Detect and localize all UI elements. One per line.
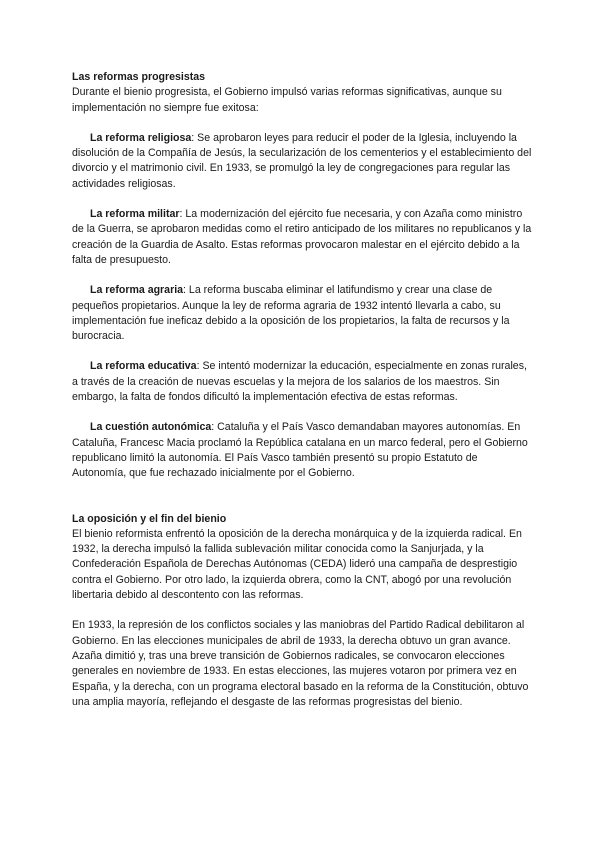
reform-title: La reforma agraria	[90, 284, 184, 297]
reform-title: La reforma religiosa	[90, 131, 192, 144]
reform-text: : La reforma buscaba eliminar el latifundismo y crear una clase de pequeños propietarios. Aunque la ley de reforma agraria de 1932 intentó llevarla a cabo, su implementación fue ineficaz debido a la oposición de los propietarios, la falta de recursos y la burocracia.	[72, 284, 510, 343]
reform-title: La reforma educativa	[90, 360, 197, 373]
reform-militar	[72, 207, 532, 268]
body-paragraph: En 1933, la represión de los conflictos sociales y las maniobras del Partido Radical debilitaron al Gobierno. En las elecciones municipales de abril de 1933, la derecha obtuvo un gran avance. Azaña dimitió y, tras una breve transición de Gobiernos radicales, se convocaron elecciones generales en noviembre de 1933. En estas elecciones, las mujeres votaron por primera vez en España, y la derecha, con un programa electoral basado en la reforma de la Constitución, obtuvo una amplia mayoría, reflejando el desgaste de las reformas progresistas del bienio.	[72, 619, 529, 708]
reform-text: : Se aprobaron leyes para reducir el poder de la Iglesia, incluyendo la disolución de la Compañía de Jesús, la secularización de los cementerios y el establecimiento del divorcio y el matrimonio civil. En 1933, se promulgó la ley de congregaciones para regular las actividades religiosas.	[72, 131, 532, 190]
reform-title: La cuestión autonómica	[90, 421, 212, 434]
section-heading-reformas: Las reformas progresistas	[72, 71, 206, 83]
section-heading-oposicion: La oposición y el fin del bienio	[72, 512, 227, 525]
body-paragraph: El bienio reformista enfrentó la oposición de la derecha monárquica y de la izquierda radical. En 1932, la derecha impulsó la fallida sublevación militar conocida como la Sanjurjada, y la Confederación Española de Derechas Autónomas (CEDA) lideró una campaña de desprestigio contra el Gobierno. Por otro lado, la izquierda obrera, como la CNT, abogó por una revolución libertaria debido al descontento con las reformas.	[72, 527, 522, 602]
reform-educativa	[72, 359, 532, 405]
intro-paragraph: Durante el bienio progresista, el Gobierno impulsó varias reformas significativas, aunque su implementación no siempre fue exitosa:	[72, 86, 502, 114]
reform-text: : Cataluña y el País Vasco demandaban mayores autonomías. En Cataluña, Francesc Macia proclamó la República catalana en un marco federal, pero el Gobierno republicano limitó la autonomía. El País Vasco también presentó su propio Estatuto de Autonomía, que fue rechazado inicialmente por el Gobierno.	[72, 421, 528, 480]
reform-autonomica	[72, 420, 532, 481]
reform-text: : Se intentó modernizar la educación, especialmente en zonas rurales, a través de la creación de nuevas escuelas y la mejora de los salarios de los maestros. Sin embargo, la falta de fondos dificultó la implementación efectiva de estas reformas.	[72, 360, 527, 404]
reform-text: : La modernización del ejército fue necesaria, y con Azaña como ministro de la Guerra, se aprobaron medidas como el retiro anticipado de los militares no republicanos y la creación de la Guardia de Asalto. Estas reformas provocaron malestar en el ejército debido a la falta de presupuesto.	[72, 208, 532, 266]
reform-title: La reforma militar	[90, 208, 180, 221]
document-page	[72, 70, 532, 710]
reform-religiosa	[72, 131, 532, 192]
reform-agraria	[72, 283, 532, 344]
